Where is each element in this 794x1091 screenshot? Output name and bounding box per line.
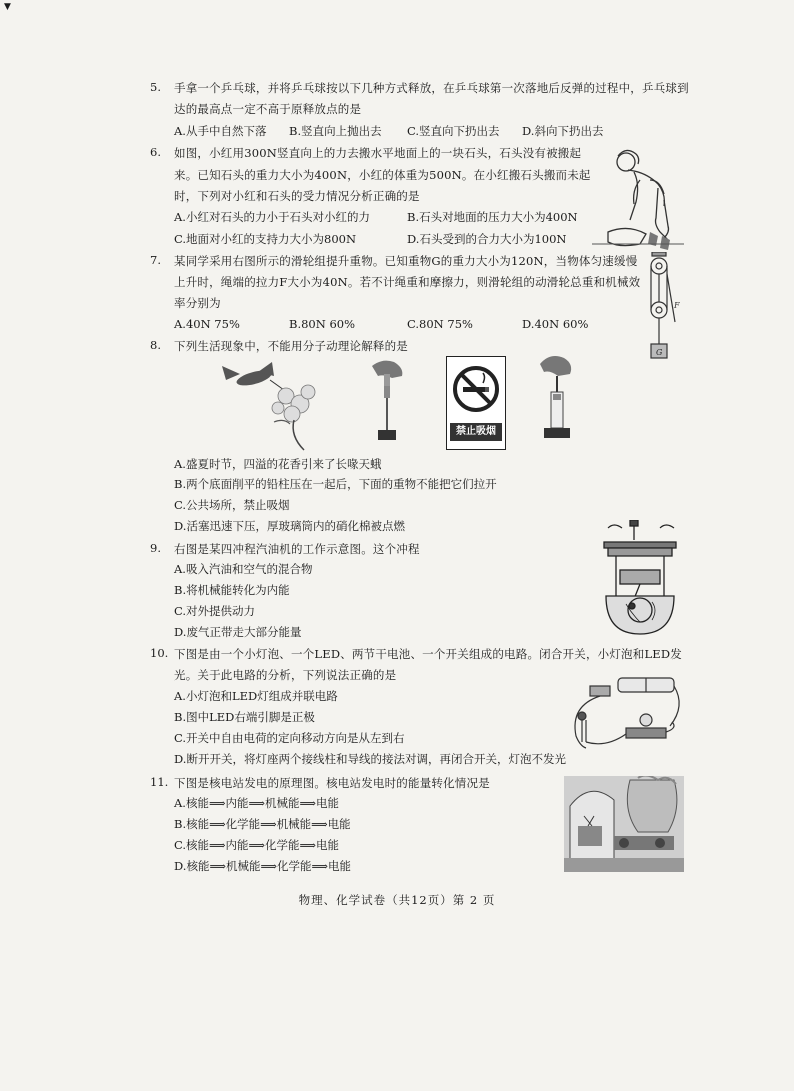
four-stroke-engine-figure: [598, 520, 682, 638]
q11-b-stage-3: 机械能: [276, 817, 312, 831]
arrow-icon: ⟹: [260, 817, 277, 831]
lead-cylinders-photo: [366, 356, 412, 446]
q11-a-stage-3: 机械能: [264, 796, 300, 810]
q7-line-3: 率分别为: [174, 296, 221, 310]
q11-option-c: [174, 837, 339, 853]
q9-line-1: 右图是某四冲程汽油机的工作示意图。这个冲程: [174, 542, 420, 556]
pulley-label-g: G: [656, 348, 663, 357]
q5-option-b: B.竖直向上抛出去: [289, 124, 382, 138]
q11-a-stage-2: 内能: [225, 796, 249, 810]
q6-number: 6.: [150, 145, 161, 159]
q7-line-2: 上升时，绳端的拉力F大小为40N。若不计绳重和摩擦力，则滑轮组的动滑轮总重和机械效: [174, 275, 641, 289]
q9-option-c: C.对外提供动力: [174, 604, 256, 618]
q5-option-d: D.斜向下扔出去: [522, 124, 604, 138]
girl-lifting-stone-figure: [588, 140, 686, 250]
arrow-icon: ⟹: [311, 817, 328, 831]
circuit-photo: [556, 672, 688, 754]
q9-option-a: A.吸入汽油和空气的混合物: [174, 562, 313, 576]
arrow-icon: ⟹: [248, 838, 266, 852]
q6-option-c: C.地面对小红的支持力大小为800N: [174, 232, 357, 246]
q11-d-stage-1: D.核能: [174, 859, 210, 873]
compression-tube-photo: [536, 352, 578, 446]
q11-option-a: [174, 795, 339, 811]
no-smoking-label: 禁止吸烟: [450, 423, 502, 441]
q9-number: 9.: [150, 541, 161, 555]
q10-option-c: C.开关中自由电荷的定向移动方向是从左到右: [174, 731, 405, 745]
q11-a-stage-4: 电能: [315, 796, 339, 810]
arrow-icon: ⟹: [248, 796, 265, 810]
q11-c-stage-3: 化学能: [265, 838, 300, 852]
q11-b-stage-1: B.核能: [174, 817, 210, 831]
arrow-icon: ⟹: [209, 817, 226, 831]
arrow-icon: ⟹: [208, 796, 226, 810]
q7-line-1: 某同学采用右图所示的滑轮组提升重物。已知重物G的重力大小为120N，当物体匀速缓慢: [174, 254, 638, 268]
q6-line-3: 时，下列对小红和石头的受力情况分析正确的是: [174, 189, 420, 203]
q5-number: 5.: [150, 80, 161, 94]
q11-number: 11.: [150, 775, 169, 789]
q11-line-1: 下图是核电站发电的原理图。核电站发电时的能量转化情况是: [174, 776, 490, 790]
q10-option-b: B.图中LED右端引脚是正极: [174, 710, 315, 724]
q11-option-b: [174, 816, 351, 832]
q5-line-1: 手拿一个乒乓球，并将乒乓球按以下几种方式释放，在乒乓球第一次落地后反弹的过程中，乒乓球到: [174, 81, 689, 95]
q6-line-1: 如图，小红用300N竖直向上的力去搬水平地面上的一块石头，石头没有被搬起: [174, 146, 582, 160]
q7-option-c: C.80N 75%: [407, 317, 473, 331]
q7-option-a: A.40N 75%: [174, 317, 240, 331]
q5-line-2: 达的最高点一定不高于原释放点的是: [174, 102, 362, 116]
corner-mark: ▼: [4, 2, 11, 12]
arrow-icon: ⟹: [311, 859, 328, 873]
q10-line-1: 下图是由一个小灯泡、一个LED、两节干电池、一个开关组成的电路。闭合开关，小灯泡和LED发: [174, 647, 682, 661]
page-footer: 物理、化学试卷（共12页）第 2 页: [298, 893, 496, 907]
q9-option-d: D.废气正带走大部分能量: [174, 625, 302, 639]
q11-a-stage-1: A.核能: [174, 796, 209, 810]
q10-number: 10.: [150, 646, 169, 660]
pulley-label-f: F: [674, 301, 680, 310]
q5-option-a: A.从手中自然下落: [174, 124, 267, 138]
q8-option-c: C.公共场所，禁止吸烟: [174, 498, 290, 512]
no-smoking-icon: [447, 357, 505, 423]
q11-b-stage-4: 电能: [327, 817, 351, 831]
q6-option-a: A.小红对石头的力小于石头对小红的力: [174, 210, 370, 224]
arrow-icon: ⟹: [299, 838, 317, 852]
q5-option-c: C.竖直向下扔出去: [407, 124, 500, 138]
q11-b-stage-2: 化学能: [225, 817, 261, 831]
q6-option-d: D.石头受到的合力大小为100N: [407, 232, 567, 246]
q11-c-stage-2: 内能: [225, 838, 249, 852]
q11-c-stage-4: 电能: [316, 838, 340, 852]
q7-option-b: B.80N 60%: [289, 317, 356, 331]
arrow-icon: ⟹: [209, 859, 226, 873]
pulley-system-figure: [646, 252, 682, 364]
q9-option-b: B.将机械能转化为内能: [174, 583, 290, 597]
q8-option-b: B.两个底面削平的铅柱压在一起后，下面的重物不能把它们拉开: [174, 477, 497, 491]
no-smoking-sign: [446, 356, 506, 450]
q10-line-2: 光。关于此电路的分析，下列说法正确的是: [174, 668, 397, 682]
q10-option-a: A.小灯泡和LED灯组成并联电路: [174, 689, 338, 703]
q6-option-b: B.石头对地面的压力大小为400N: [407, 210, 578, 224]
q8-option-d: D.活塞迅速下压，厚玻璃筒内的硝化棉被点燃: [174, 519, 405, 533]
q11-option-d: [174, 858, 351, 874]
q8-number: 8.: [150, 338, 161, 352]
q11-d-stage-3: 化学能: [276, 859, 312, 873]
nuclear-power-plant-figure: [564, 776, 684, 872]
q11-d-stage-4: 电能: [327, 859, 351, 873]
q6-line-2: 来。已知石头的重力大小为400N，小红的体重为500N。在小红搬石头搬而未起: [174, 168, 591, 182]
arrow-icon: ⟹: [209, 838, 226, 852]
arrow-icon: ⟹: [260, 859, 277, 873]
q7-number: 7.: [150, 253, 161, 267]
q8-option-a: A.盛夏时节，四溢的花香引来了长喙天蛾: [174, 457, 382, 471]
q10-option-d: D.断开开关，将灯座两个接线柱和导线的接法对调，再闭合开关，灯泡不发光: [174, 752, 566, 766]
q11-d-stage-2: 机械能: [225, 859, 261, 873]
moth-and-flowers-photo: [214, 356, 326, 452]
arrow-icon: ⟹: [299, 796, 316, 810]
q8-line-1: 下列生活现象中，不能用分子动理论解释的是: [174, 339, 408, 353]
q11-c-stage-1: C.核能: [174, 838, 210, 852]
q7-option-d: D.40N 60%: [522, 317, 589, 331]
